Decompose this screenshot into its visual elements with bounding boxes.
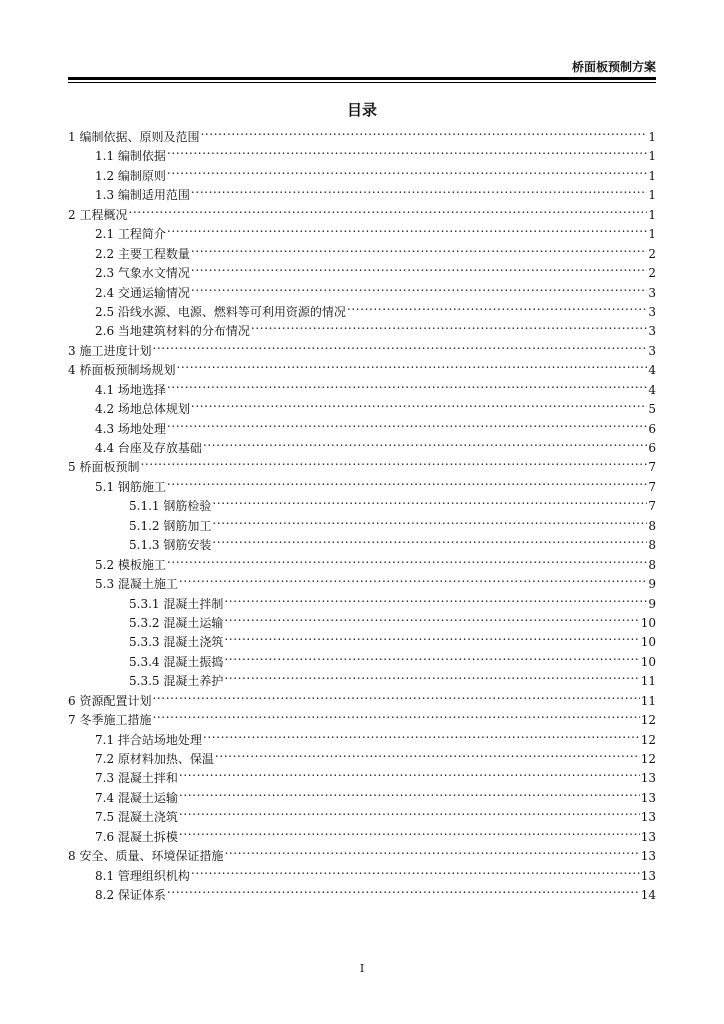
toc-entry-title: 2.1 工程简介 <box>95 227 166 242</box>
toc-entry-title: 1 编制依据、原则及范围 <box>68 130 200 144</box>
toc-dot-leader <box>167 161 647 180</box>
toc-entry-title: 1.1 编制依据 <box>95 149 166 164</box>
toc-entry[interactable] <box>68 705 656 728</box>
toc-entry-title: 2.6 当地建筑材料的分布情况 <box>95 324 250 339</box>
table-of-contents <box>68 122 656 903</box>
toc-dot-leader <box>140 452 647 471</box>
toc-dot-leader <box>347 297 647 316</box>
toc-entry[interactable] <box>68 472 656 494</box>
header-rule-thin <box>68 82 656 83</box>
toc-dot-leader <box>224 608 639 627</box>
toc-entry-page: 3 <box>648 324 656 339</box>
toc-dot-leader <box>224 647 639 666</box>
toc-entry[interactable] <box>68 219 656 242</box>
toc-entry-page: 5 <box>648 402 656 417</box>
toc-entry-title: 7.1 拌合站场地处理 <box>95 732 202 747</box>
toc-dot-leader <box>224 666 639 685</box>
toc-entry-page: 1 <box>648 149 656 164</box>
toc-entry-page: 13 <box>640 868 656 883</box>
toc-dot-leader <box>191 180 647 199</box>
toc-dot-leader <box>224 841 639 860</box>
page-number: I <box>359 962 365 975</box>
toc-entry-title: 8.1 管理组织机构 <box>95 868 190 883</box>
toc-entry-page: 1 <box>648 207 656 222</box>
toc-entry-title: 5.1 钢筋施工 <box>95 479 166 494</box>
toc-dot-leader <box>152 705 639 724</box>
toc-entry-page: 10 <box>640 615 656 630</box>
toc-entry-page: 1 <box>648 130 656 144</box>
toc-entry-page: 10 <box>640 654 656 669</box>
toc-dot-leader <box>212 511 647 530</box>
toc-entry-title: 7.4 混凝土运输 <box>95 790 178 805</box>
toc-entry-page: 1 <box>648 168 656 183</box>
toc-dot-leader <box>167 880 640 899</box>
toc-entry-title: 5.3 混凝土施工 <box>95 577 178 592</box>
toc-entry-page: 13 <box>640 849 656 864</box>
toc-entry-title: 5.2 模板施工 <box>95 557 166 572</box>
toc-dot-leader <box>152 336 647 355</box>
toc-entry-page: 12 <box>640 713 656 728</box>
toc-dot-leader <box>191 239 647 258</box>
toc-entry-page: 1 <box>648 227 656 242</box>
toc-entry-page: 12 <box>640 732 656 747</box>
toc-entry-title: 5.1.2 钢筋加工 <box>129 518 212 533</box>
toc-entry-page: 12 <box>640 752 656 766</box>
toc-dot-leader <box>191 278 647 297</box>
toc-dot-leader <box>179 763 640 782</box>
header-rule-thick <box>68 77 656 80</box>
toc-dot-leader <box>179 802 640 821</box>
toc-entry-page: 4 <box>648 382 656 397</box>
toc-entry-page: 10 <box>640 635 656 650</box>
toc-entry-title: 8 安全、质量、环境保证措施 <box>68 849 224 864</box>
toc-entry-page: 13 <box>640 771 656 786</box>
toc-dot-leader <box>128 200 647 219</box>
toc-entry-title: 3 施工进度计划 <box>68 343 152 358</box>
toc-dot-leader <box>167 219 647 238</box>
toc-entry-page: 13 <box>640 810 656 825</box>
toc-entry-title: 2 工程概况 <box>68 207 128 222</box>
toc-entry-page: 13 <box>640 829 656 844</box>
toc-entry-title: 5 桥面板预制 <box>68 460 140 475</box>
toc-entry-page: 1 <box>648 188 656 203</box>
toc-dot-leader <box>203 725 640 744</box>
toc-entry-page: 2 <box>648 266 656 281</box>
toc-entry-page: 3 <box>648 343 656 358</box>
toc-dot-leader <box>179 822 640 841</box>
toc-dot-leader <box>203 433 647 452</box>
toc-entry-page: 8 <box>648 538 656 553</box>
toc-entry-page: 7 <box>648 479 656 494</box>
toc-dot-leader <box>191 861 640 880</box>
toc-entry-title: 1.3 编制适用范围 <box>95 188 190 203</box>
toc-entry-page: 11 <box>640 674 656 689</box>
toc-entry[interactable] <box>68 336 656 358</box>
toc-dot-leader <box>251 316 647 335</box>
toc-entry-title: 5.3.3 混凝土浇筑 <box>129 635 224 650</box>
toc-dot-leader <box>212 530 647 549</box>
toc-entry-title: 4.4 台座及存放基础 <box>95 441 202 455</box>
toc-dot-leader <box>176 355 647 374</box>
toc-entry-title: 4.1 场地选择 <box>95 382 166 397</box>
toc-entry-page: 11 <box>640 693 656 708</box>
toc-entry[interactable] <box>68 122 656 144</box>
toc-dot-leader <box>224 627 639 646</box>
toc-dot-leader <box>215 744 640 763</box>
toc-dot-leader <box>167 550 647 569</box>
toc-entry-title: 2.5 沿线水源、电源、燃料等可利用资源的情况 <box>95 304 346 319</box>
toc-entry[interactable] <box>68 452 656 475</box>
toc-entry-title: 6 资源配置计划 <box>68 693 152 708</box>
toc-entry-page: 7 <box>648 499 656 514</box>
toc-dot-leader <box>179 783 640 802</box>
running-header: 桥面板预制方案 <box>571 60 656 74</box>
toc-entry-page: 2 <box>648 246 656 261</box>
toc-dot-leader <box>212 491 647 510</box>
toc-entry-page: 3 <box>648 285 656 300</box>
toc-entry-title: 4.2 场地总体规划 <box>95 402 190 417</box>
toc-dot-leader <box>224 589 647 608</box>
toc-dot-leader <box>167 375 647 394</box>
toc-entry-title: 5.3.4 混凝土振捣 <box>129 654 224 669</box>
toc-dot-leader <box>167 472 647 491</box>
toc-dot-leader <box>191 394 647 413</box>
toc-entry-title: 5.1.3 钢筋安装 <box>129 538 212 553</box>
toc-entry-page: 6 <box>648 441 656 455</box>
toc-entry-title: 2.4 交通运输情况 <box>95 285 190 300</box>
toc-dot-leader <box>191 258 647 277</box>
toc-entry-title: 2.2 主要工程数量 <box>95 246 190 261</box>
toc-entry[interactable] <box>68 725 656 747</box>
toc-entry-title: 4 桥面板预制场规划 <box>68 363 176 378</box>
toc-entry-page: 9 <box>648 577 656 592</box>
toc-entry-title: 5.1.1 钢筋检验 <box>129 499 212 514</box>
toc-entry-page: 7 <box>648 460 656 475</box>
toc-entry-title: 7.3 混凝土拌和 <box>95 771 178 786</box>
toc-entry-page: 4 <box>648 363 656 378</box>
toc-dot-leader <box>179 569 647 588</box>
toc-dot-leader <box>167 414 647 433</box>
toc-entry-title: 8.2 保证体系 <box>95 888 166 903</box>
toc-entry-title: 4.3 场地处理 <box>95 421 166 436</box>
toc-entry-page: 3 <box>648 304 656 319</box>
toc-entry-title: 7 冬季施工措施 <box>68 713 152 728</box>
toc-entry-page: 8 <box>648 557 656 572</box>
toc-entry-title: 7.2 原材料加热、保温 <box>95 752 214 766</box>
toc-dot-leader <box>152 686 639 705</box>
toc-entry-title: 7.6 混凝土拆模 <box>95 829 178 844</box>
toc-dot-leader <box>200 122 647 141</box>
toc-entry-title: 5.3.5 混凝土养护 <box>129 674 224 689</box>
toc-title: 目录 <box>346 101 377 119</box>
toc-dot-leader <box>167 141 647 160</box>
toc-entry-page: 14 <box>640 888 656 903</box>
toc-entry[interactable] <box>68 686 656 708</box>
toc-entry-title: 2.3 气象水文情况 <box>95 266 190 281</box>
toc-entry-title: 5.3.2 混凝土运输 <box>129 615 224 630</box>
toc-entry-page: 9 <box>648 596 656 611</box>
toc-entry[interactable] <box>68 200 656 222</box>
toc-entry-page: 6 <box>648 421 656 436</box>
toc-entry-page: 8 <box>648 518 656 533</box>
toc-entry-title: 1.2 编制原则 <box>95 168 166 183</box>
toc-entry-title: 7.5 混凝土浇筑 <box>95 810 178 825</box>
toc-entry[interactable] <box>68 355 656 378</box>
toc-entry-title: 5.3.1 混凝土拌制 <box>129 596 224 611</box>
toc-entry-page: 13 <box>640 790 656 805</box>
